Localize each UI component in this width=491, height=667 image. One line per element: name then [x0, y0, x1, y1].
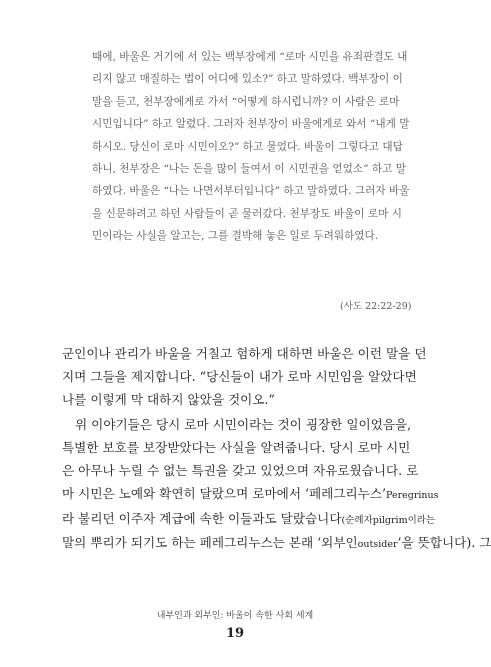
paren-open: (순례자 — [341, 514, 373, 526]
body-text — [62, 343, 491, 557]
page-number: 19 — [225, 626, 245, 641]
body-text-run: 라 불리던 이주자 계급에 속한 이들과도 달랐습니다 — [62, 510, 342, 526]
quote-line: 말을 듣고, 천부장에게로 가서 “어떻게 하시렵니까? 이 사람은 로마 — [92, 95, 400, 108]
body-text-run: ’을 뜻합니다). 그 — [397, 535, 491, 551]
body-line — [62, 508, 436, 533]
quote-line: 시민입니다” 하고 알렸다. 그러자 천부장이 바울에게로 와서 “내게 말 — [92, 118, 410, 131]
body-line: 지며 그들을 제지합니다. “당신들이 내가 로마 시민임을 알았다면 — [62, 368, 417, 384]
quote-line: 때에, 바울은 거기에 서 있는 백부장에게 “로마 시민을 유죄판결도 내 — [92, 51, 408, 63]
body-text-run: 마 시민은 노예와 확연히 달랐으며 로마에서 ‘페레그리누스’ — [62, 485, 386, 501]
quote-line: 민이라는 사실을 알고는, 그를 결박해 놓은 일로 두려워하였다. — [92, 230, 379, 243]
body-line: 군인이나 관리가 바울을 거칠고 험하게 대하면 바울은 이런 말을 던 — [62, 346, 427, 361]
body-line: 특별한 보호를 보장받았다는 사실을 알려줍니다. 당시 로마 시민 — [62, 440, 411, 456]
body-line: 은 아무나 누릴 수 없는 특권을 갖고 있었으며 자유로웠습니다. 로 — [62, 462, 419, 478]
gloss-peregrinus: Peregrinus — [386, 489, 439, 501]
block-quote — [92, 46, 410, 248]
body-line — [62, 532, 491, 557]
running-footer: 내부인과 외부인: 바울이 속한 사회 세계 — [156, 611, 314, 621]
gloss-pilgrim: pilgrim — [372, 514, 408, 526]
quote-line: 리지 않고 매질하는 법이 어디에 있소?” 하고 말하였다. 백부장이 이 — [92, 73, 403, 86]
body-line: 위 이야기들은 당시 로마 시민이라는 것이 굉장한 일이었음을, — [75, 417, 412, 433]
body-line — [62, 483, 439, 508]
quote-line: 을 신문하려고 하던 사람들이 곧 물러갔다. 천부장도 바울이 로마 시 — [92, 207, 402, 220]
quote-citation: (사도 22:22-29) — [340, 301, 412, 312]
body-text-run: 이라는 — [407, 514, 436, 526]
quote-line: 하니, 천부장은 “나는 돈을 많이 들여서 이 시민권을 얻었소” 하고 말 — [92, 163, 406, 176]
quote-line: 하였다. 바울은 “나는 나면서부터입니다” 하고 말하였다. 그러자 바울 — [92, 185, 410, 198]
gloss-outsider: outsider — [357, 539, 398, 551]
quote-line: 하시오. 당신이 로마 시민이오?” 하고 물었다. 바울이 그렇다고 대답 — [92, 140, 403, 153]
body-text-run: 말의 뿌리가 되기도 하는 페레그리누스는 본래 ‘외부인 — [62, 535, 358, 551]
body-line: 나를 이렇게 막 대하지 않았을 것이오.” — [62, 391, 275, 407]
